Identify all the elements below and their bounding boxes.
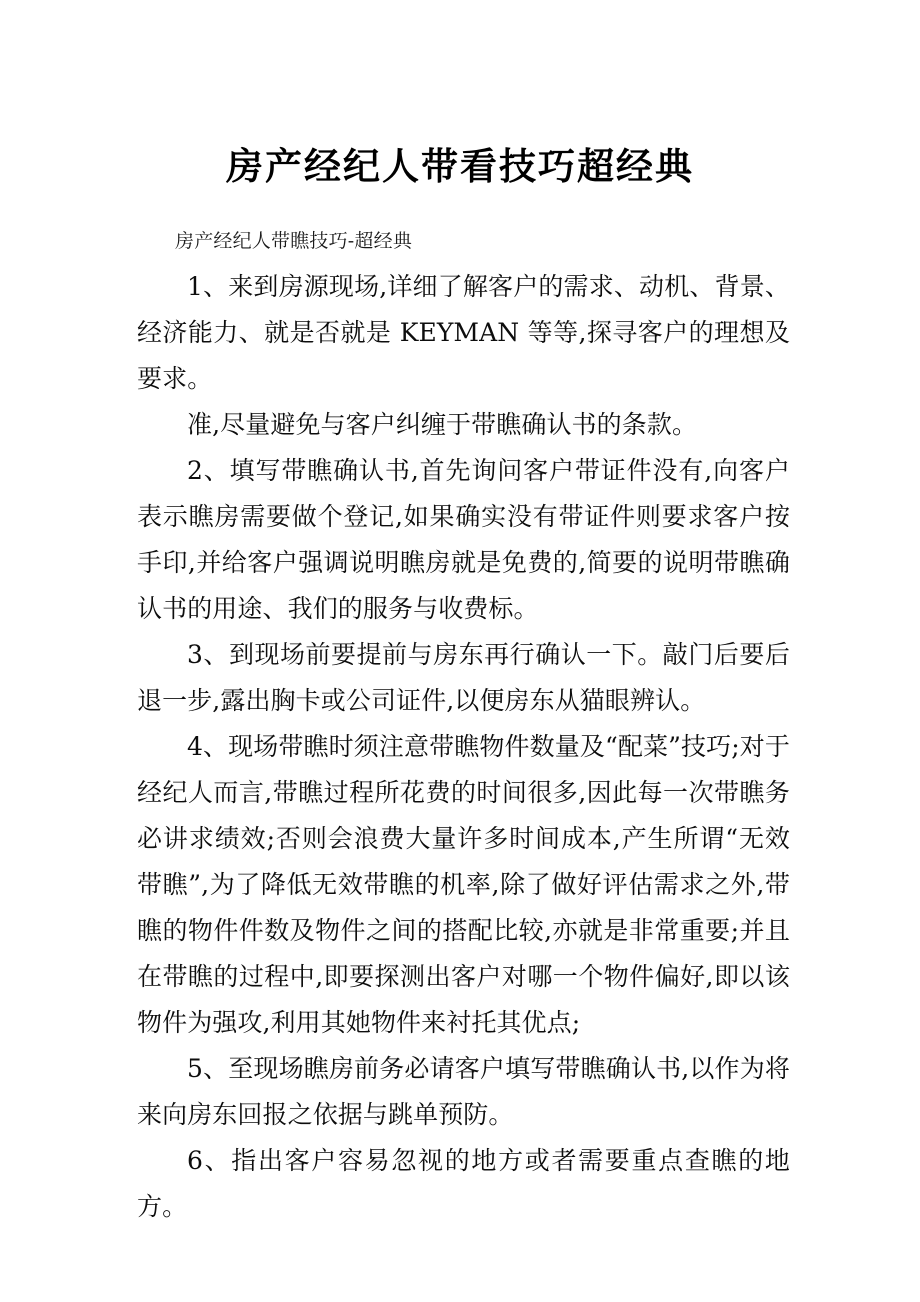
paragraph-3: 2、填写带瞧确认书,首先询问客户带证件没有,向客户表示瞧房需要做个登记,如果确实没有带证件则要求客户按手印,并给客户强调说明瞧房就是免费的,简要的说明带瞧确认书的用途、我们的服务与收费标。 [137,456,790,623]
page-title: 房产经纪人带看技巧超经典 [226,144,694,188]
paragraph-1: 1、来到房源现场,详细了解客户的需求、动机、背景、经济能力、就是否就是 KEYMAN 等等,探寻客户的理想及要求。 [137,272,790,393]
paragraph-6: 5、至现场瞧房前务必请客户填写带瞧确认书,以作为将来向房东回报之依据与跳单预防。 [137,1054,790,1129]
paragraph-5: 4、现场带瞧时须注意带瞧物件数量及“配菜”技巧;对于经纪人而言,带瞧过程所花费的时间很多,因此每一次带瞧务必讲求绩效;否则会浪费大量许多时间成本,产生所谓“无效带瞧”,为了降低无效带瞧的机率,除了做好评估需求之外,带瞧的物件件数及物件之间的搭配比较,亦就是非常重要;并且在带瞧的过程中,即要探测出客户对哪一个物件偏好,即以该物件为强攻,利用其她物件来衬托其优点; [137,732,790,1037]
paragraph-4: 3、到现场前要提前与房东再行确认一下。敲门后要后退一步,露出胸卡或公司证件,以便房东从猫眼辨认。 [137,640,790,715]
document-body [137,218,790,1230]
document-subtitle: 房产经纪人带瞧技巧-超经典 [175,230,413,252]
paragraph-7: 6、指出客户容易忽视的地方或者需要重点查瞧的地方。 [137,1146,790,1221]
paragraph-2: 准,尽量避免与客户纠缠于带瞧确认书的条款。 [187,410,698,439]
